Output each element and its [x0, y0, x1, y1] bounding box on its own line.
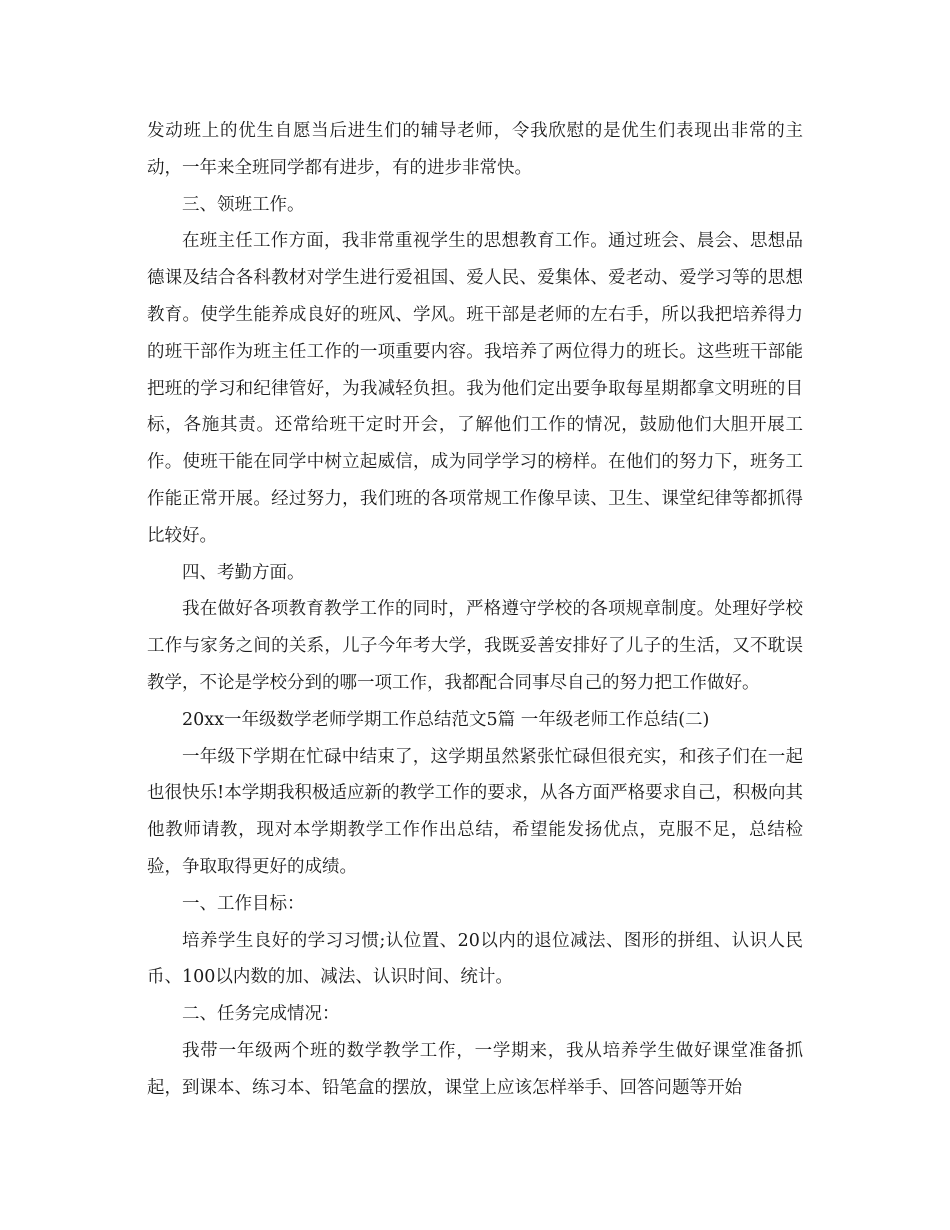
heading-task-completion: 二、任务完成情况： [182, 1004, 340, 1025]
heading-attendance: 四、考勤方面。 [182, 562, 305, 583]
heading-work-goals: 一、工作目标： [182, 893, 305, 914]
heading-class-leadership: 三、领班工作。 [182, 194, 305, 215]
paragraph-tutoring-end: 发动班上的优生自愿当后进生们的辅导老师，令我欣慰的是优生们表现出非常的主动，一年来全班同学都有进步，有的进步非常快。 [147, 121, 803, 178]
paragraph-class-leadership: 在班主任工作方面，我非常重视学生的思想教育工作。通过班会、晨会、思想品德课及结合各科教材对学生进行爱祖国、爱人民、爱集体、爱老动、爱学习等的思想教育。使学生能养成良好的班风、学风。班干部是老师的左右手，所以我把培养得力的班干部作为班主任工作的一项重要内容。我培养了两位得力的班长。这些班干部能把班的学习和纪律管好，为我减轻负担。我为他们定出要争取每星期都拿文明班的目标，各施其责。还常给班干定时开会，了解他们工作的情况，鼓励他们大胆开展工作。使班干能在同学中树立起威信，成为同学学习的榜样。在他们的努力下，班务工作能正常开展。经过努力，我们班的各项常规工作像早读、卫生、课堂纪律等都抓得比较好。 [147, 231, 803, 546]
paragraph-attendance: 我在做好各项教育教学工作的同时，严格遵守学校的各项规章制度。处理好学校工作与家务之间的关系，儿子今年考大学，我既妥善安排好了儿子的生活，又不耽误教学，不论是学校分到的哪一项工作，我都配合同事尽自己的努力把工作做好。 [147, 599, 803, 693]
paragraph-intro: 一年级下学期在忙碌中结束了，这学期虽然紧张忙碌但很充实，和孩子们在一起也很快乐!本学期我积极适应新的教学工作的要求，从各方面严格要求自己，积极向其他教师请教，现对本学期教学工作作出总结，希望能发扬优点，克服不足，总结检验，争取取得更好的成绩。 [147, 746, 803, 877]
document-body [147, 113, 803, 1107]
section-title: 20xx一年级数学老师学期工作总结范文5篇 一年级老师工作总结(二) [182, 709, 710, 730]
paragraph-work-goals: 培养学生良好的学习习惯;认位置、20以内的退位减法、图形的拼组、认识人民币、100以内数的加、减法、认识时间、统计。 [147, 930, 803, 988]
paragraph-task-completion: 我带一年级两个班的数学教学工作，一学期来，我从培养学生做好课堂准备抓起，到课本、练习本、铅笔盒的摆放，课堂上应该怎样举手、回答问题等开始 [147, 1040, 803, 1098]
